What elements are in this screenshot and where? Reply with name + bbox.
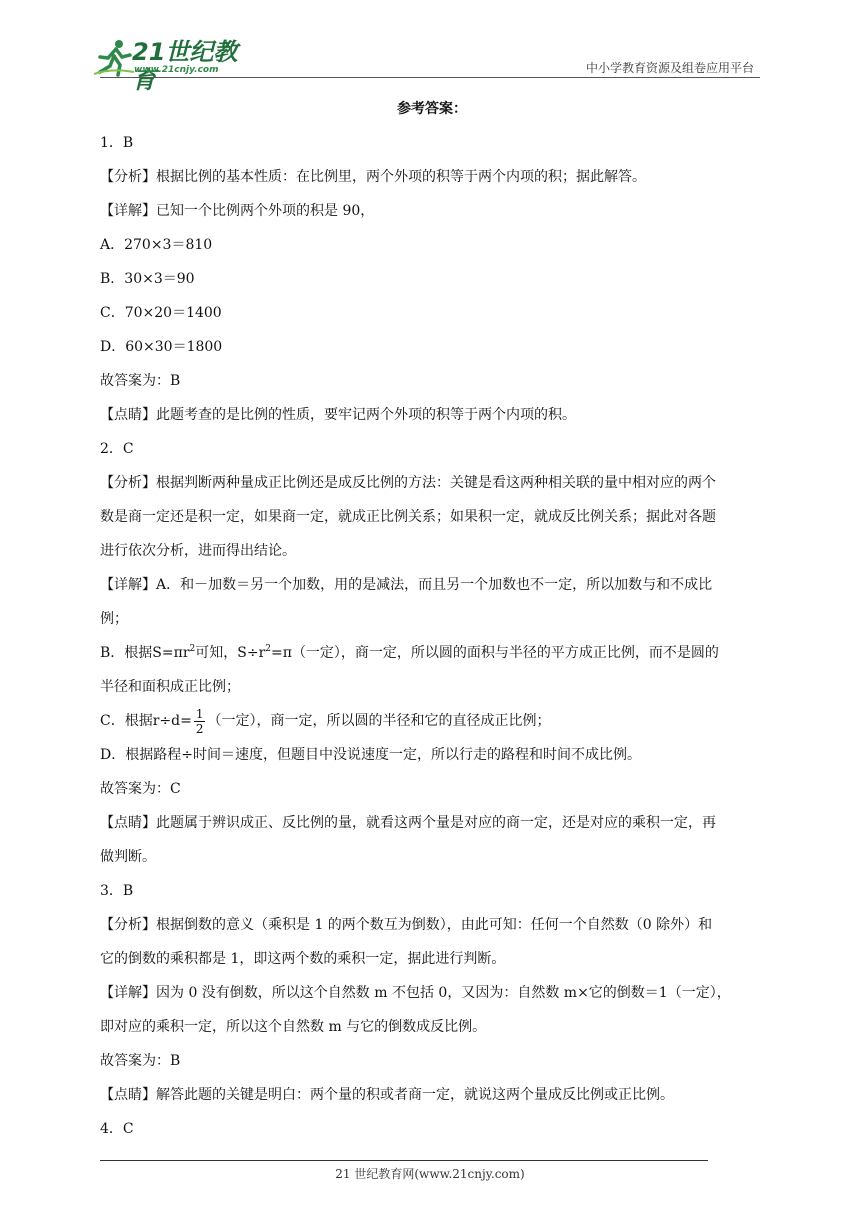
q2-detail-b-line1 xyxy=(100,636,764,670)
q2-detail-c-suffix: （一定），商一定，所以圆的半径和它的直径成正比例； xyxy=(207,713,551,729)
footer-divider xyxy=(100,1160,708,1161)
q2-detail-b-line2: 半径和面积成正比例； xyxy=(100,679,240,695)
q4-heading: 4．C xyxy=(100,1121,134,1137)
q1-option-a: A．270×3＝810 xyxy=(100,237,213,253)
q2-analysis-line3: 进行依次分析，进而得出结论。 xyxy=(100,543,296,559)
header-divider xyxy=(100,77,760,78)
page-title: 参考答案： xyxy=(397,101,467,117)
fraction-numerator: 1 xyxy=(195,706,204,721)
q2-detail-c-prefix: C．根据 xyxy=(100,713,153,729)
q2-analysis-line1: 【分析】根据判断两种量成正比例还是成反比例的方法：关键是看这两种相关联的量中相对应的两个 xyxy=(100,475,716,491)
q2-detail-b-mid: 可知， xyxy=(195,645,238,661)
logo-text: 21世纪教育 xyxy=(132,38,238,94)
q2-heading: 2．C xyxy=(100,441,134,457)
q1-option-d: D．60×30＝1800 xyxy=(100,339,223,355)
q2-comment-line2: 做判断。 xyxy=(100,849,156,865)
ratio-formula-exponent: 2 xyxy=(265,644,271,654)
radius-diameter-formula: r÷d= xyxy=(152,713,192,729)
fraction-one-half xyxy=(194,707,206,736)
runner-logo-icon xyxy=(92,38,136,78)
q1-detail: 【详解】已知一个比例两个外项的积是 90， xyxy=(100,203,375,219)
page-header xyxy=(0,0,860,94)
q1-option-c: C．70×20＝1400 xyxy=(100,305,222,321)
q1-analysis: 【分析】根据比例的基本性质：在比例里，两个外项的积等于两个内项的积；据此解答。 xyxy=(100,169,646,185)
q1-heading: 1．B xyxy=(100,135,134,151)
ratio-formula: S÷r xyxy=(237,645,266,661)
q3-answer: 故答案为：B xyxy=(100,1053,181,1069)
answer-content xyxy=(100,92,764,1146)
q3-analysis-line1: 【分析】根据倒数的意义（乘积是 1 的两个数互为倒数），由此可知：任何一个自然数（0 除外）和 xyxy=(100,917,713,933)
area-formula-exponent: 2 xyxy=(189,644,196,654)
fraction-denominator: 2 xyxy=(195,721,204,736)
footer-site-link[interactable]: 21 世纪教育网(www.21cnjy.com) xyxy=(335,1167,525,1181)
q3-detail-line2: 即对应的乘积一定，所以这个自然数 m 与它的倒数成反比例。 xyxy=(100,1019,487,1035)
q3-heading: 3．B xyxy=(100,883,134,899)
header-platform-name: 中小学教育资源及组卷应用平台 xyxy=(585,61,754,75)
q2-detail-b-suffix: （一定），商一定，所以圆的面积与半径的平方成正比例，而不是圆的 xyxy=(291,645,719,661)
q2-comment-line1: 【点睛】此题属于辨识成正、反比例的量，就看这两个量是对应的商一定，还是对应的乘积一定，再 xyxy=(100,815,716,831)
q2-detail-a-line1: 【详解】A．和－加数＝另一个加数，用的是减法，而且另一个加数也不一定，所以加数与和不成比 xyxy=(100,577,713,593)
q1-comment: 【点睛】此题考查的是比例的性质，要牢记两个外项的积等于两个内项的积。 xyxy=(100,407,576,423)
area-formula: S=πr xyxy=(152,645,190,661)
q3-comment: 【点睛】解答此题的关键是明白：两个量的积或者商一定，就说这两个量成反比例或正比例。 xyxy=(100,1087,674,1103)
logo-url: www.21cnjy.com xyxy=(134,65,219,75)
q2-answer: 故答案为：C xyxy=(100,781,181,797)
q1-option-b: B．30×3＝90 xyxy=(100,271,195,287)
q1-answer: 故答案为：B xyxy=(100,373,181,389)
q3-analysis-line2: 它的倒数的乘积都是 1，即这两个数的乘积一定，据此进行判断。 xyxy=(100,951,506,967)
q2-detail-d: D．根据路程÷时间＝速度，但题目中没说速度一定，所以行走的路程和时间不成比例。 xyxy=(100,747,641,763)
q2-analysis-line2: 数是商一定还是积一定，如果商一定，就成正比例关系；如果积一定，就成反比例关系；据此对各题 xyxy=(100,509,716,525)
site-logo xyxy=(92,38,252,94)
q2-detail-a-line2: 例； xyxy=(100,611,128,627)
q2-detail-c xyxy=(100,704,764,738)
q2-detail-b-prefix: B．根据 xyxy=(100,645,153,661)
q3-detail-line1: 【详解】因为 0 没有倒数，所以这个自然数 m 不包括 0，又因为：自然数 m×它的倒数＝1（一定）， xyxy=(100,985,731,1001)
ratio-formula-result: =π xyxy=(271,645,292,661)
